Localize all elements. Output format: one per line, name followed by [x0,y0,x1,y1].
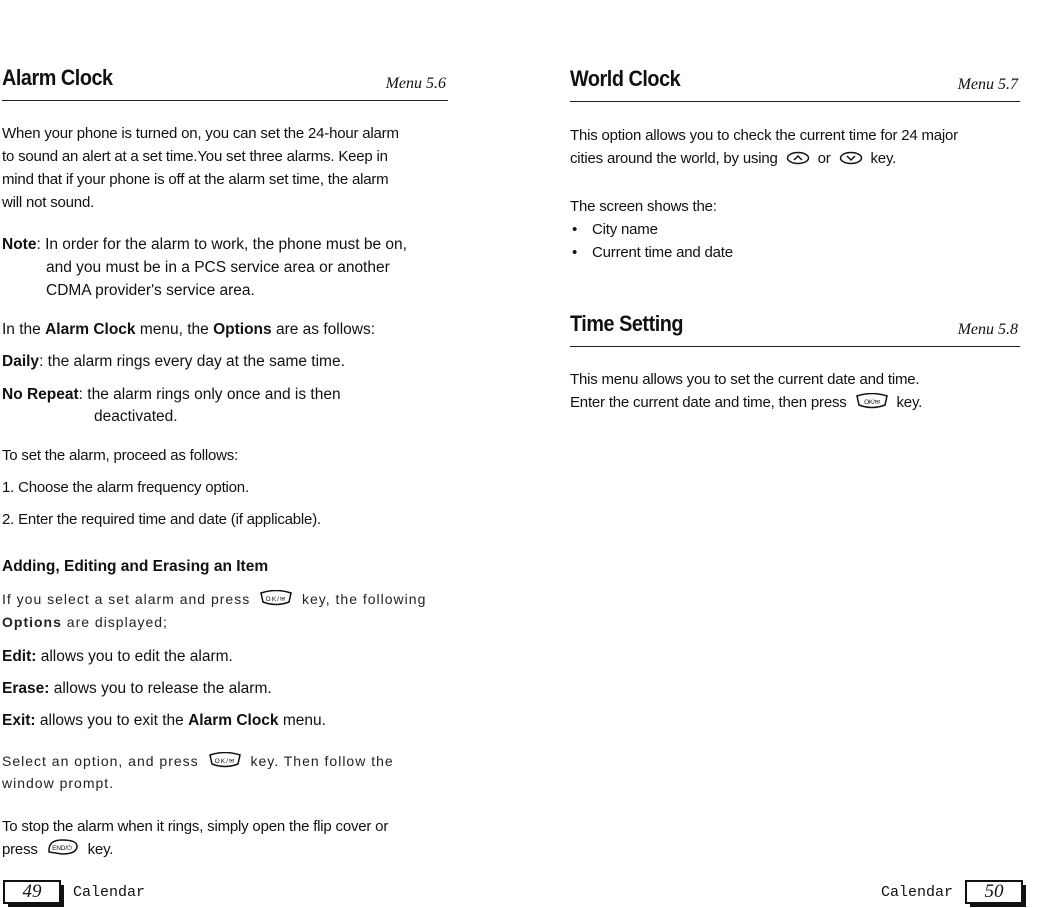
time-line-2-post: key. [896,394,923,411]
erase-text: allows you to release the alarm. [49,680,272,697]
note-line-2: and you must be in a PCS service area or another [46,259,390,276]
screen-intro: The screen shows the: [570,198,717,215]
right-footer [881,879,1023,905]
page-number: 49 [3,880,61,904]
end-power-key-icon [46,838,80,856]
bullet-icon: • [572,221,578,238]
select-pre: Select an option, and press [2,753,199,769]
time-line-1: This menu allows you to set the current date and time. [570,371,920,388]
menu-number: Menu 5.7 [957,76,1018,93]
menu-number: Menu 5.6 [385,75,446,92]
exit-option [2,709,448,732]
daily-label: Daily [2,353,40,370]
page-number: 50 [965,880,1023,904]
time-line-2 [570,391,1020,414]
alarm-clock-header [2,66,448,101]
select-post: key. Then follow the [250,753,394,769]
up-nav-key-icon [786,151,810,165]
world-line-2-post: key. [870,150,897,167]
options-prefix: In the [2,321,46,338]
bullet-text: City name [592,221,658,238]
select-line-2: window prompt. [2,775,115,791]
daily-text: : the alarm rings every day at the same time. [39,353,345,370]
alarm-intro-1: When your phone is turned on, you can set the 24-hour alarm [2,125,399,142]
world-line-2-pre: cities around the world, by using [570,150,778,167]
stop-line-2 [2,838,448,861]
note-line-1 [2,233,448,256]
time-line-2-pre: Enter the current date and time, then press [570,394,847,411]
adding-line-1-pre: If you select a set alarm and press [2,591,251,607]
svg-text:OK/✉: OK/✉ [863,399,880,406]
time-setting-header [570,312,1020,347]
step-1: 1. Choose the alarm frequency option. [2,479,249,496]
exit-menu-name: Alarm Clock [188,712,279,729]
options-bold: Options [2,614,62,630]
world-line-2-mid: or [817,150,831,167]
note-label: Note [2,236,37,253]
world-clock-header [570,67,1020,102]
note-text: : In order for the alarm to work, the phone must be on, [36,236,407,253]
options-intro [2,318,448,341]
down-nav-key-icon [839,151,863,165]
edit-option [2,645,448,668]
note-line-3: CDMA provider's service area. [46,282,255,299]
exit-end: menu. [278,712,326,729]
options-menu-name: Alarm Clock [45,321,136,338]
select-line-1 [2,750,448,772]
bullet-icon: • [572,244,578,261]
footer-label: Calendar [73,883,146,901]
world-line-1: This option allows you to check the current time for 24 major [570,127,958,144]
svg-text:OK/✉: OK/✉ [265,596,287,603]
section-title: World Clock [570,66,681,91]
norepeat-option [2,383,448,406]
alarm-intro-3: mind that if your phone is off at the alarm set time, the alarm [2,171,389,188]
options-suffix: are as follows: [271,321,376,338]
alarm-intro-2: to sound an alert at a set time.You set three alarms. Keep in [2,148,388,165]
erase-option [2,677,448,700]
ok-menu-key-icon [855,393,889,409]
footer-label: Calendar [881,883,954,901]
step-2: 2. Enter the required time and date (if applicable). [2,511,321,528]
erase-label: Erase: [2,680,50,697]
adding-line-2 [2,611,448,633]
norepeat-text: : the alarm rings only once and is then [78,386,341,403]
norepeat-label: No Repeat [2,386,79,403]
stop-pre: press [2,841,38,858]
svg-text:END/⏻: END/⏻ [51,845,72,852]
options-word: Options [213,321,272,338]
exit-label: Exit: [2,712,36,729]
ok-menu-key-icon [259,590,293,606]
bullet-text: Current time and date [592,244,733,261]
section-title: Alarm Clock [2,65,113,90]
adding-line-1-post: key, the following [302,591,427,607]
left-footer [3,879,145,905]
edit-text: allows you to edit the alarm. [36,648,233,665]
adding-heading: Adding, Editing and Erasing an Item [2,558,269,575]
exit-text: allows you to exit the [35,712,189,729]
options-mid: menu, the [135,321,214,338]
norepeat-line-2: deactivated. [94,408,178,425]
daily-option [2,350,448,373]
menu-number: Menu 5.8 [957,321,1018,338]
adding-line-1 [2,588,448,610]
world-line-2 [570,147,1020,170]
section-title: Time Setting [570,311,684,336]
alarm-intro-4: will not sound. [2,194,95,211]
set-alarm-intro: To set the alarm, proceed as follows: [2,447,239,464]
ok-menu-key-icon [208,752,242,768]
adding-line-2-rest: are displayed; [61,614,168,630]
stop-post: key. [87,841,114,858]
svg-text:OK/✉: OK/✉ [214,758,235,765]
stop-line-1: To stop the alarm when it rings, simply open the flip cover or [2,818,389,835]
edit-label: Edit: [2,648,37,665]
